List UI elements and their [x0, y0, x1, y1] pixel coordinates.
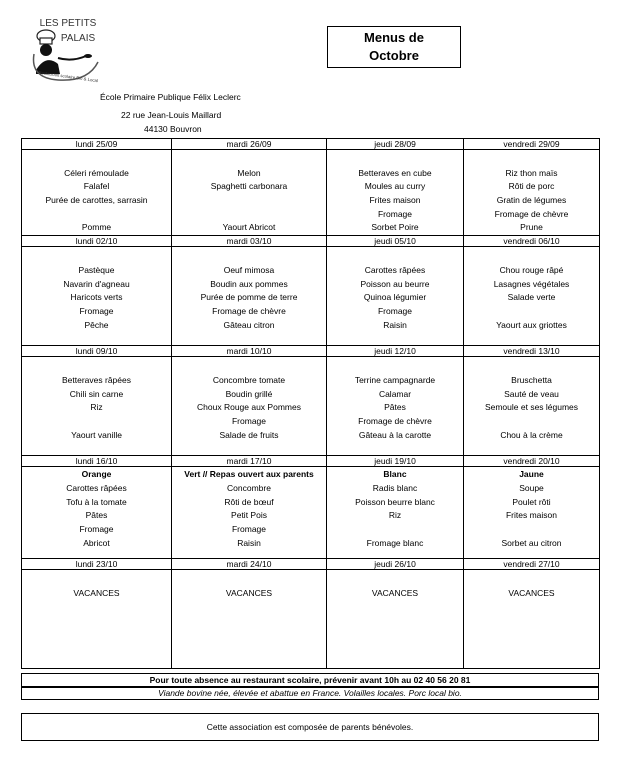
menu-item: Pastèque — [78, 264, 115, 275]
menu-item: Pêche — [84, 319, 109, 330]
menu-item: Sorbet Poire — [371, 222, 419, 233]
day-header: jeudi 12/10 — [327, 346, 464, 357]
menu-item: Fromage — [79, 305, 114, 316]
menu-cell — [22, 357, 172, 456]
menu-item: Haricots verts — [70, 292, 123, 303]
menu-item: Poulet rôti — [512, 496, 551, 507]
menu-item: Fromage — [231, 415, 266, 426]
day-header: lundi 23/10 — [22, 559, 172, 570]
school-name: École Primaire Publique Félix Leclerc — [100, 92, 241, 102]
menu-cell — [464, 247, 600, 346]
menu-item: Céleri rémoulade — [64, 167, 129, 178]
menu-row — [22, 150, 600, 236]
menu-cell — [327, 357, 464, 456]
logo-line2: PALAIS — [60, 33, 96, 44]
menu-item: Riz thon maïs — [505, 167, 558, 178]
day-header: mardi 17/10 — [172, 456, 327, 467]
menu-item: Tofu à la tomate — [66, 496, 127, 507]
menu-item: Fromage de chèvre — [212, 305, 286, 316]
day-header-row — [22, 559, 600, 570]
absence-notice: Pour toute absence au restaurant scolaire, prévenir avant 10h au 02 40 56 20 81 — [21, 673, 599, 687]
menu-item: Rôti de porc — [508, 181, 555, 192]
menu-item: Poisson beurre blanc — [355, 496, 435, 507]
menu-item: Concombre — [227, 482, 271, 493]
menu-cell — [327, 150, 464, 236]
menu-item: Gâteau à la carotte — [358, 429, 432, 440]
menu-item: Betteraves râpées — [62, 374, 131, 385]
menu-item: Betteraves en cube — [358, 167, 432, 178]
menu-item: Frites maison — [369, 195, 421, 206]
school-city: 44130 Bouvron — [144, 124, 202, 134]
menu-item: Frites maison — [505, 510, 557, 521]
menu-cell — [22, 150, 172, 236]
day-header: jeudi 05/10 — [327, 236, 464, 247]
menu-item: Yaourt Abricot — [222, 222, 276, 233]
menu-item: Carottes râpées — [364, 264, 426, 275]
menu-cell — [327, 467, 464, 559]
menu-item: Fromage — [231, 523, 266, 534]
menu-item: Chou à la crème — [500, 429, 563, 440]
menu-item: Chou rouge râpé — [499, 264, 564, 275]
menu-item: Pâtes — [384, 402, 406, 413]
menu-item: Chili sin carne — [69, 388, 124, 399]
menu-item: Prune — [520, 222, 543, 233]
menu-item: VACANCES — [225, 587, 273, 598]
menu-item: Soupe — [519, 482, 544, 493]
menu-item: Calamar — [378, 388, 412, 399]
school-street: 22 rue Jean-Louis Maillard — [121, 110, 222, 120]
menu-item: Salade verte — [507, 292, 556, 303]
menu-item: Falafel — [83, 181, 110, 192]
logo-tagline: Restaurant scolaire Bio & Local — [38, 69, 99, 84]
day-header: lundi 25/09 — [22, 139, 172, 150]
menu-cell — [172, 357, 327, 456]
menu-cell — [172, 247, 327, 346]
menu-cell — [464, 357, 600, 456]
origin-notice: Viande bovine née, élevée et abattue en France. Volailles locales. Porc local bio. — [21, 687, 599, 700]
menu-item: Abricot — [83, 537, 110, 548]
menu-color-theme: Jaune — [519, 469, 544, 480]
menu-item: Fromage — [79, 523, 114, 534]
day-header: vendredi 06/10 — [464, 236, 600, 247]
menu-cell — [172, 467, 327, 559]
menu-item: VACANCES — [73, 587, 120, 598]
menu-cell — [327, 247, 464, 346]
menu-item: VACANCES — [371, 587, 419, 598]
menu-item: Bruschetta — [511, 374, 552, 385]
logo — [28, 14, 104, 86]
menu-color-theme: Vert // Repas ouvert aux parents — [184, 469, 314, 480]
menu-cell — [464, 467, 600, 559]
menu-item: VACANCES — [508, 587, 555, 598]
day-header: lundi 02/10 — [22, 236, 172, 247]
title-line2: Octobre — [369, 48, 419, 63]
menu-item: Purée de pomme de terre — [200, 292, 298, 303]
menu-item: Riz — [90, 402, 103, 413]
menu-item: Spaghetti carbonara — [210, 181, 288, 192]
menu-color-theme: Blanc — [383, 469, 407, 480]
menu-row — [22, 467, 600, 559]
association-notice: Cette association est composée de parents bénévoles. — [21, 713, 599, 741]
menu-item: Choux Rouge aux Pommes — [197, 402, 301, 413]
menu-cell — [22, 247, 172, 346]
menu-item: Salade de fruits — [219, 429, 279, 440]
menu-cell — [464, 570, 600, 669]
day-header-row — [22, 236, 600, 247]
menu-item: Moules au curry — [364, 181, 426, 192]
day-header-row — [22, 346, 600, 357]
menu-item: Carottes râpées — [66, 482, 127, 493]
day-header: vendredi 29/09 — [464, 139, 600, 150]
day-header-row — [22, 456, 600, 467]
menu-row — [22, 570, 600, 669]
day-header: jeudi 28/09 — [327, 139, 464, 150]
menu-item: Fromage blanc — [366, 537, 424, 548]
menu-item: Quinoa légumier — [363, 292, 427, 303]
menu-item: Pomme — [81, 222, 112, 233]
menu-item: Melon — [237, 167, 261, 178]
menu-item: Pâtes — [85, 510, 108, 521]
menu-cell — [172, 150, 327, 236]
menu-item: Boudin aux pommes — [210, 278, 288, 289]
menu-item: Fromage de chèvre — [494, 208, 569, 219]
menu-item: Terrine campagnarde — [354, 374, 436, 385]
menu-item: Sauté de veau — [504, 388, 559, 399]
title-line1: Menus de — [364, 30, 424, 45]
menu-cell — [22, 467, 172, 559]
day-header: mardi 10/10 — [172, 346, 327, 357]
menu-item: Poisson au beurre — [360, 278, 430, 289]
menu-item: Concombre tomate — [212, 374, 286, 385]
menu-row — [22, 357, 600, 456]
menu-item: Fromage de chèvre — [358, 415, 432, 426]
menu-item: Sorbet au citron — [501, 537, 562, 548]
menu-item: Petit Pois — [231, 510, 267, 521]
menu-row — [22, 247, 600, 346]
menu-item: Rôti de bœuf — [224, 496, 274, 507]
menu-item: Purée de carottes, sarrasin — [45, 195, 148, 206]
menu-item: Radis blanc — [372, 482, 418, 493]
menu-item: Fromage — [377, 208, 412, 219]
menu-item: Lasagnes végétales — [493, 278, 570, 289]
day-header: mardi 26/09 — [172, 139, 327, 150]
day-header: jeudi 26/10 — [327, 559, 464, 570]
day-header: vendredi 20/10 — [464, 456, 600, 467]
menu-item: Riz — [388, 510, 402, 521]
day-header: mardi 03/10 — [172, 236, 327, 247]
menu-item: Oeuf mimosa — [223, 264, 275, 275]
menu-item: Yaourt vanille — [71, 429, 122, 440]
menu-item: Navarin d'agneau — [63, 278, 130, 289]
menu-cell — [327, 570, 464, 669]
menu-table — [21, 138, 600, 669]
day-header: lundi 16/10 — [22, 456, 172, 467]
day-header: vendredi 13/10 — [464, 346, 600, 357]
day-header: mardi 24/10 — [172, 559, 327, 570]
menu-item: Boudin grillé — [225, 388, 273, 399]
logo-line1: LES PETITS — [39, 18, 97, 29]
menu-item: Semoule et ses légumes — [484, 402, 579, 413]
menu-item: Gâteau citron — [223, 319, 275, 330]
menu-cell — [22, 570, 172, 669]
title-box — [327, 26, 461, 68]
menu-item: Raisin — [237, 537, 261, 548]
menu-cell — [464, 150, 600, 236]
menu-item: Gratin de légumes — [496, 195, 567, 206]
day-header: lundi 09/10 — [22, 346, 172, 357]
day-header: jeudi 19/10 — [327, 456, 464, 467]
menu-color-theme: Orange — [81, 469, 112, 480]
menu-item: Fromage — [377, 305, 412, 316]
menu-cell — [172, 570, 327, 669]
menu-item: Raisin — [383, 319, 407, 330]
day-header-row — [22, 139, 600, 150]
menu-item: Yaourt aux griottes — [496, 319, 567, 330]
day-header: vendredi 27/10 — [464, 559, 600, 570]
